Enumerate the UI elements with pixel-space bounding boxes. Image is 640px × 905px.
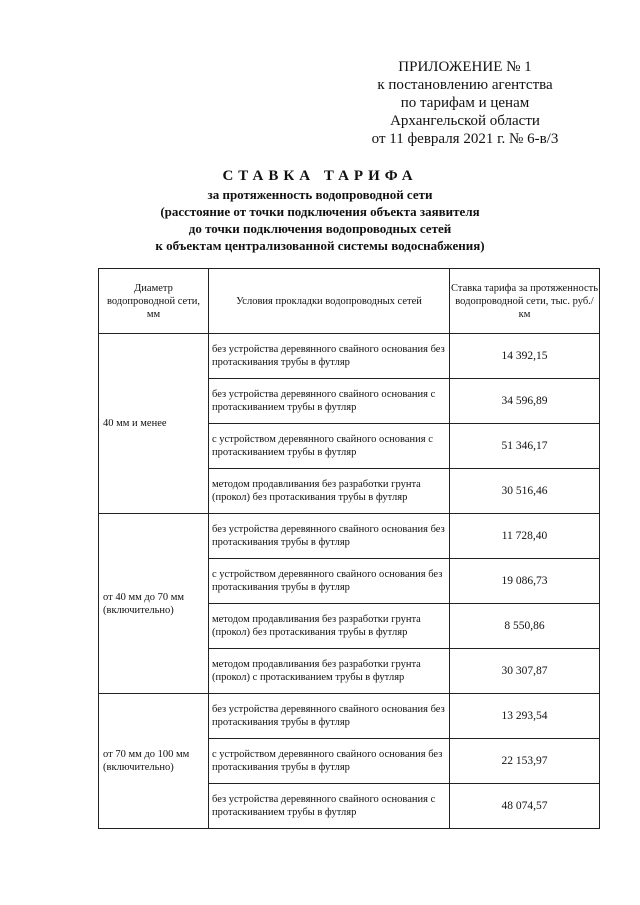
appendix-title: ПРИЛОЖЕНИЕ № 1 — [398, 59, 532, 75]
rate-value-cell: 8 550,86 — [450, 604, 600, 649]
table-row — [99, 334, 600, 379]
rate-value-cell: 19 086,73 — [450, 559, 600, 604]
condition-cell: с устройством деревянного свайного основания без протаскивания трубы в футляр — [209, 739, 450, 784]
tariff-table — [98, 268, 600, 829]
rate-value-cell: 13 293,54 — [450, 694, 600, 739]
appendix-line: по тарифам и ценам — [400, 95, 530, 111]
condition-cell: без устройства деревянного свайного основания без протаскивания трубы в футляр — [209, 514, 450, 559]
condition-cell: с устройством деревянного свайного основания с протаскиванием трубы в футляр — [209, 424, 450, 469]
table-row — [99, 514, 600, 559]
rate-value-cell: 51 346,17 — [450, 424, 600, 469]
subtitle-line: за протяженность водопроводной сети — [207, 187, 433, 202]
rate-value-cell: 34 596,89 — [450, 379, 600, 424]
rate-value-cell: 22 153,97 — [450, 739, 600, 784]
condition-cell: методом продавливания без разработки грунта (прокол) без протаскивания трубы в футляр — [209, 604, 450, 649]
subtitle-line: (расстояние от точки подключения объекта заявителя — [160, 204, 480, 219]
rate-value-cell: 30 307,87 — [450, 649, 600, 694]
document-title-block — [60, 166, 580, 254]
rate-value-cell: 30 516,46 — [450, 469, 600, 514]
diameter-cell: от 40 мм до 70 мм (включительно) — [99, 514, 209, 694]
condition-cell: методом продавливания без разработки грунта (прокол) с протаскиванием трубы в футляр — [209, 649, 450, 694]
appendix-date: от 11 февраля 2021 г. № 6-в/3 — [371, 131, 559, 147]
condition-cell: без устройства деревянного свайного основания с протаскиванием трубы в футляр — [209, 379, 450, 424]
appendix-line: к постановлению агентства — [377, 77, 553, 93]
condition-cell: без устройства деревянного свайного основания без протаскивания трубы в футляр — [209, 694, 450, 739]
document-title: СТАВКА ТАРИФА — [222, 168, 418, 184]
rate-value-cell: 11 728,40 — [450, 514, 600, 559]
header-conditions: Условия прокладки водопроводных сетей — [209, 269, 450, 334]
condition-cell: без устройства деревянного свайного основания без протаскивания трубы в футляр — [209, 334, 450, 379]
appendix-header — [330, 58, 600, 148]
subtitle-line: до точки подключения водопроводных сетей — [188, 221, 452, 236]
condition-cell: с устройством деревянного свайного основания без протаскивания трубы в футляр — [209, 559, 450, 604]
diameter-cell: 40 мм и менее — [99, 334, 209, 514]
appendix-line: Архангельской области — [390, 113, 540, 129]
header-diameter: Диаметр водопроводной сети, мм — [99, 269, 209, 334]
rate-value-cell: 14 392,15 — [450, 334, 600, 379]
rate-value-cell: 48 074,57 — [450, 784, 600, 829]
subtitle-line: к объектам централизованной системы водоснабжения) — [155, 238, 485, 253]
table-row — [99, 694, 600, 739]
condition-cell: методом продавливания без разработки грунта (прокол) без протаскивания трубы в футляр — [209, 469, 450, 514]
table-header-row — [99, 269, 600, 334]
condition-cell: без устройства деревянного свайного основания с протаскиванием трубы в футляр — [209, 784, 450, 829]
header-rate: Ставка тарифа за протяженность водопроводной сети, тыс. руб./км — [450, 269, 600, 334]
diameter-cell: от 70 мм до 100 мм (включительно) — [99, 694, 209, 829]
